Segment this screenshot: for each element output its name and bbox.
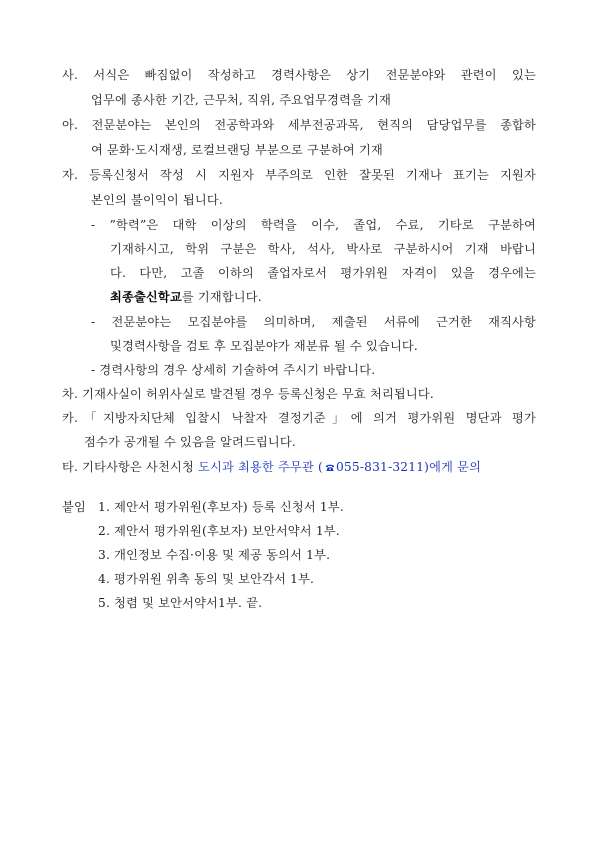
item-cha-line-1: 차. 기재사실이 허위사실로 발견될 경우 등록신청은 무효 처리됩니다. (62, 387, 434, 401)
item-ta-line-1 (62, 459, 481, 475)
item-ja-line-1: 자. 등록신청서 작성 시 지원자 부주의로 인한 잘못된 기재나 표기는 지원자 (62, 168, 536, 182)
final-school-emphasis: 최종출신학교 (110, 290, 182, 304)
item-ka-line-1: 카.「지방자치단체 입찰시 낙찰자 결정기준」에 의거 평가위원 명단과 평가 (62, 411, 536, 425)
bullet-education-line-4 (110, 289, 262, 305)
item-ja-line-2: 본인의 불이익이 됩니다. (91, 193, 223, 207)
bullet-field-line-1: - 전문분야는 모집분야를 의미하며, 제출된 서류에 근거한 재직사항 (91, 315, 536, 329)
bullet-education-line-2: 기재하시고, 학위 구분은 학사, 석사, 박사로 구분하시어 기재 바랍니 (110, 242, 536, 256)
attachment-item: 3. 개인정보 수집·이용 및 제공 동의서 1부. (98, 548, 331, 562)
contact-person: 도시과 최용한 주무관 ( (198, 460, 323, 474)
item-sa-line-2: 업무에 종사한 기간, 근무처, 직위, 주요업무경력을 기재 (91, 93, 392, 107)
attachment-item: 5. 청렴 및 보안서약서1부. 끝. (98, 596, 263, 610)
bullet-education-line-3: 다. 다만, 고졸 이하의 졸업자로서 평가위원 자격이 있을 경우에는 (110, 266, 536, 280)
item-sa-line-1: 사. 서식은 빠짐없이 작성하고 경력사항은 상기 전문분야와 관련이 있는 (62, 68, 536, 82)
attachments-label: 붙임 (62, 500, 86, 514)
attachment-item: 1. 제안서 평가위원(후보자) 등록 신청서 1부. (98, 500, 344, 514)
item-ta-prefix: 타. 기타사항은 사천시청 (62, 460, 199, 474)
bullet-education-line-1: - ”학력”은 대학 이상의 학력을 이수, 졸업, 수료, 기타로 구분하여 (91, 218, 536, 232)
attachment-item: 4. 평가위원 위촉 동의 및 보안각서 1부. (98, 572, 315, 586)
item-ka-line-2: 점수가 공개될 수 있음을 알려드립니다. (84, 435, 296, 449)
attachment-item: 2. 제안서 평가위원(후보자) 보안서약서 1부. (98, 524, 340, 538)
contact-phone: 055-831-3211)에게 문의 (335, 460, 482, 474)
bullet-education-line-4-rest: 를 기재합니다. (181, 290, 262, 304)
bullet-career-line-1: - 경력사항의 경우 상세히 기술하여 주시기 바랍니다. (91, 363, 376, 377)
telephone-icon (325, 462, 335, 472)
bullet-field-line-2: 및경력사항을 검토 후 모집분야가 재분류 될 수 있습니다. (110, 339, 418, 353)
item-a-line-1: 아. 전문분야는 본인의 전공학과와 세부전공과목, 현직의 담당업무를 종합하 (62, 118, 536, 132)
item-a-line-2: 여 문화·도시재생, 로컬브랜딩 부분으로 구분하여 기재 (91, 143, 383, 157)
